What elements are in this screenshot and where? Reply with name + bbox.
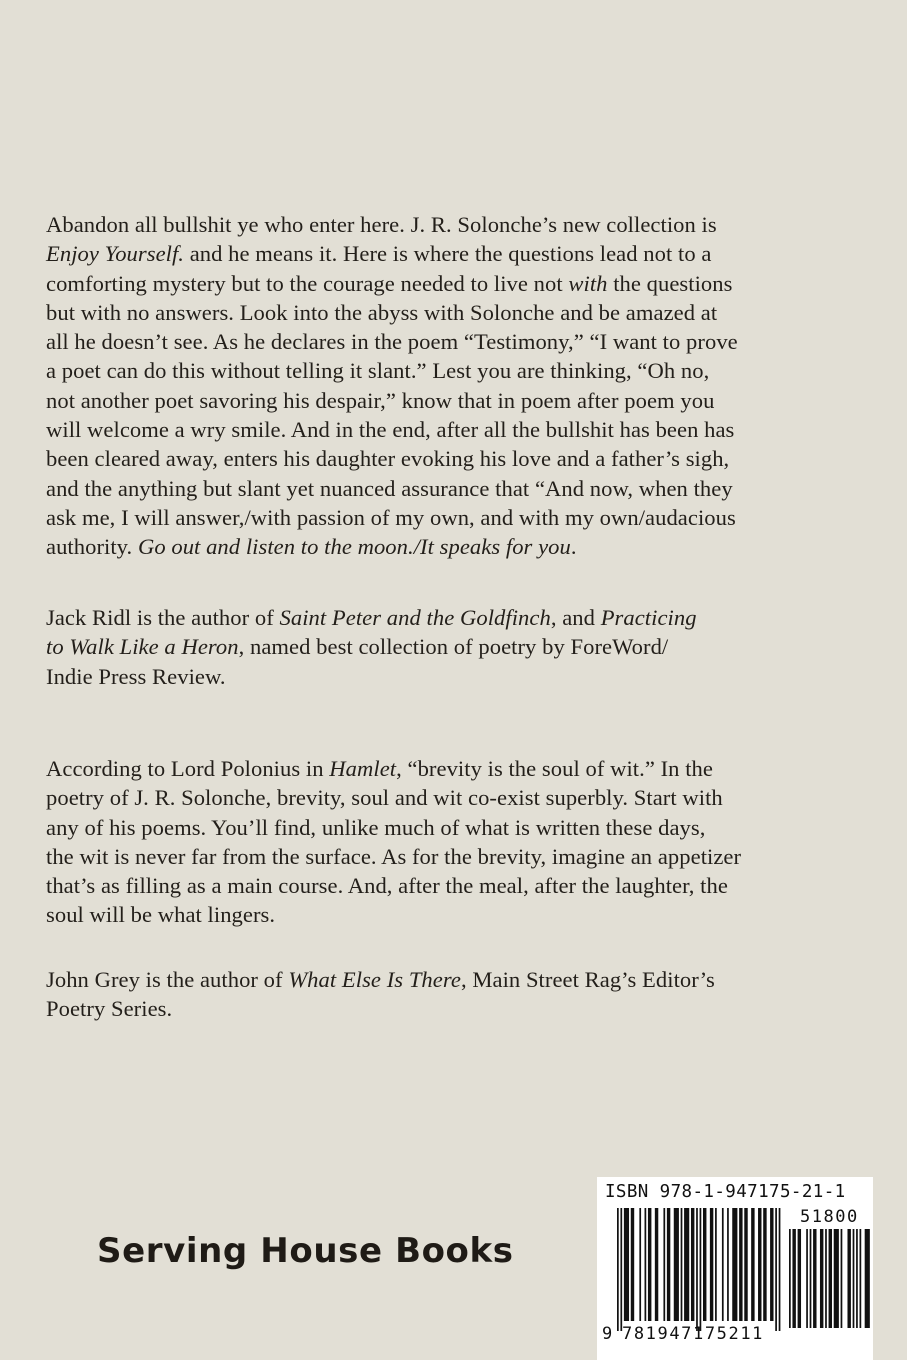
reviewer-attribution-ridl xyxy=(46,603,846,691)
barcode-digits: 781947175211 xyxy=(622,1324,765,1344)
text-line xyxy=(46,415,846,444)
text-line xyxy=(46,994,846,1023)
price-barcode-bar xyxy=(865,1229,870,1328)
text-line xyxy=(46,754,846,783)
price-barcode-bar xyxy=(820,1229,823,1328)
text-line xyxy=(46,842,846,871)
text-line xyxy=(46,783,846,812)
text-run: the wit is never far from the surface. As for the brevity, imagine an appetizer xyxy=(46,843,742,869)
price-barcode-bar xyxy=(789,1229,791,1328)
barcode-lead-digit: 9 xyxy=(602,1324,613,1344)
attribution-paragraph xyxy=(46,603,846,691)
text-run: and he means it. Here is where the questions lead not to a xyxy=(184,241,712,267)
text-line xyxy=(46,965,846,994)
text-run: , “brevity is the soul of wit.” In the xyxy=(396,756,713,781)
text-line xyxy=(46,662,846,691)
text-run: John Grey is the author of xyxy=(46,967,289,992)
italic-title: with xyxy=(568,270,608,296)
text-line xyxy=(46,900,846,929)
italic-title: Hamlet xyxy=(329,756,397,781)
blurb-paragraph xyxy=(46,754,846,930)
text-run: authority. xyxy=(46,534,138,560)
price-barcode-bar xyxy=(834,1229,839,1328)
text-line xyxy=(46,210,846,239)
italic-title: Practicing xyxy=(600,605,697,630)
text-line xyxy=(46,532,846,561)
text-run: will welcome a wry smile. And in the end, after all the bullshit has been has xyxy=(46,417,735,443)
attribution-paragraph xyxy=(46,965,846,1024)
text-run: , Main Street Rag’s Editor’s xyxy=(460,967,715,992)
text-run: the questions xyxy=(607,270,733,296)
text-run: . xyxy=(570,534,577,560)
price-barcode-bar xyxy=(847,1229,850,1328)
text-run: any of his poems. You’ll find, unlike much of what is written these days, xyxy=(46,814,706,840)
price-barcode-bar xyxy=(806,1229,808,1328)
price-barcode-bar xyxy=(829,1229,832,1328)
review-blurb-solonche xyxy=(46,210,846,562)
text-line xyxy=(46,356,846,385)
price-barcode-bar xyxy=(810,1229,812,1328)
text-run: comforting mystery but to the courage needed to live not xyxy=(46,270,569,296)
isbn-number: ISBN 978-1-947175-21-1 xyxy=(605,1182,846,1202)
publisher-name: Serving House Books xyxy=(97,1231,514,1271)
isbn-barcode xyxy=(597,1177,873,1360)
text-line xyxy=(46,298,846,327)
price-barcode-bar xyxy=(813,1229,816,1328)
blurb-paragraph xyxy=(46,210,846,562)
text-run: ask me, I will answer,/with passion of my own, and with my own/audacious xyxy=(46,504,736,530)
price-barcode-bar xyxy=(798,1229,801,1328)
price-barcode-bar xyxy=(825,1229,827,1328)
text-run: all he doesn’t see. As he declares in the poem “Testimony,” “I want to prove xyxy=(46,329,738,355)
text-line xyxy=(46,871,846,900)
text-line xyxy=(46,632,846,661)
text-run: According to Lord Polonius in xyxy=(46,756,330,781)
text-line xyxy=(46,239,846,268)
price-barcode-bar xyxy=(853,1229,855,1328)
text-line xyxy=(46,813,846,842)
text-run: soul will be what lingers. xyxy=(46,902,276,928)
text-run: , and xyxy=(550,605,601,630)
italic-title: Enjoy Yourself. xyxy=(46,241,184,267)
reviewer-attribution-grey xyxy=(46,965,846,1024)
text-line xyxy=(46,503,846,532)
price-barcode-bar xyxy=(841,1229,843,1328)
italic-title: Saint Peter and the Goldfinch xyxy=(279,605,551,630)
text-run: been cleared away, enters his daughter evoking his love and a father’s sigh, xyxy=(46,446,730,472)
price-barcode-bar xyxy=(792,1229,795,1328)
text-run: but with no answers. Look into the abyss with Solonche and be amazed at xyxy=(46,299,718,325)
text-run: that’s as filling as a main course. And, after the meal, after the laughter, the xyxy=(46,873,728,899)
text-line xyxy=(46,474,846,503)
text-line xyxy=(46,444,846,473)
text-line xyxy=(46,327,846,356)
text-run: a poet can do this without telling it slant.” Lest you are thinking, “Oh no, xyxy=(46,358,710,384)
text-run: Jack Ridl is the author of xyxy=(46,605,280,630)
text-line xyxy=(46,603,846,632)
text-line xyxy=(46,269,846,298)
text-run: and the anything but slant yet nuanced assurance that “And now, when they xyxy=(46,475,733,501)
italic-title: What Else Is There xyxy=(288,967,461,992)
price-barcode-bar xyxy=(856,1229,858,1328)
italic-title: Go out and listen to the moon./It speaks for you xyxy=(137,534,571,560)
review-blurb-grey xyxy=(46,754,846,930)
price-code: 51800 xyxy=(800,1207,859,1227)
text-run: Poetry Series. xyxy=(46,996,173,1022)
italic-title: to Walk Like a Heron xyxy=(46,634,239,660)
text-run: , named best collection of poetry by ForeWord/ xyxy=(238,634,669,660)
text-run: Abandon all bullshit ye who enter here. J. R. Solonche’s new collection is xyxy=(46,212,717,237)
text-run: poetry of J. R. Solonche, brevity, soul and wit co-exist superbly. Start with xyxy=(46,785,723,811)
text-run: Indie Press Review. xyxy=(46,663,226,689)
text-line xyxy=(46,386,846,415)
price-barcode-bar xyxy=(860,1229,862,1328)
text-run: not another poet savoring his despair,” know that in poem after poem you xyxy=(46,387,715,413)
